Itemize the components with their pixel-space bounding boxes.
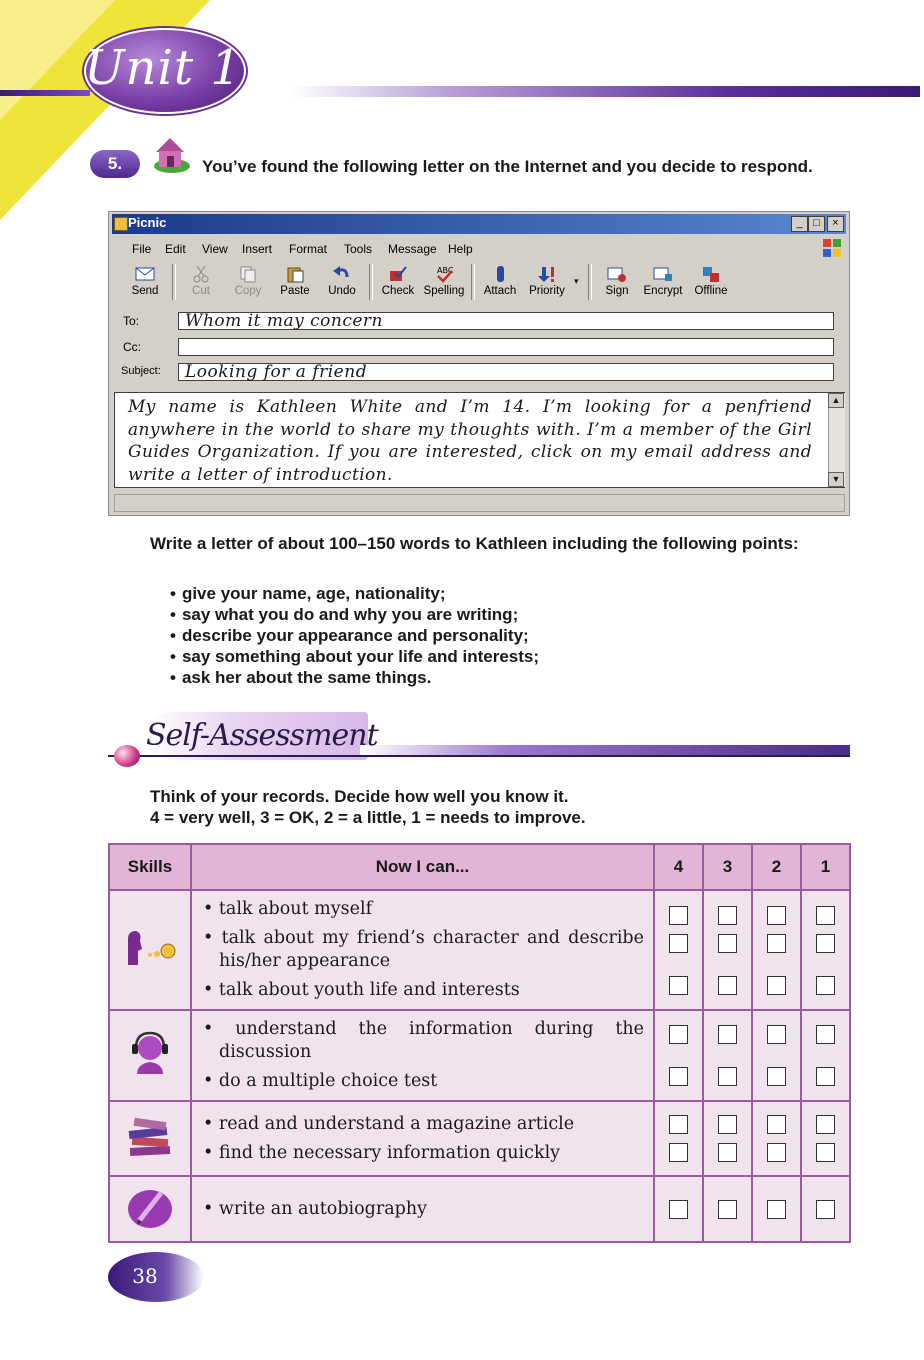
skill-list xyxy=(193,1018,652,1093)
rating-cell xyxy=(752,1176,801,1242)
unit-title: Unit 1 xyxy=(84,40,242,96)
rating-cell xyxy=(703,1010,752,1101)
menu-format[interactable]: Format xyxy=(289,242,328,256)
toolbar-check-button[interactable] xyxy=(373,262,423,297)
paste-icon xyxy=(284,265,306,283)
rating-cell xyxy=(654,890,703,1010)
self-assessment-rule xyxy=(108,755,850,757)
toolbar-label: Spelling xyxy=(423,285,465,297)
rating-cell xyxy=(801,1176,850,1242)
rating-checkbox[interactable] xyxy=(669,1143,688,1162)
skill-items-cell xyxy=(191,1010,654,1101)
rating-checkbox[interactable] xyxy=(718,934,737,953)
skill-icon-cell xyxy=(109,1176,191,1242)
toolbar-label: Offline xyxy=(694,285,728,297)
page-number: 38 xyxy=(132,1264,158,1288)
rating-checkbox[interactable] xyxy=(816,1143,835,1162)
scroll-down-icon[interactable]: ▼ xyxy=(828,472,844,487)
rating-checkbox[interactable] xyxy=(767,906,786,925)
skill-item: • talk about myself xyxy=(201,898,644,921)
toolbar-encrypt-button[interactable] xyxy=(638,262,688,297)
table-row xyxy=(109,1176,850,1242)
rating-cell xyxy=(801,1101,850,1176)
toolbar-label: Check xyxy=(381,285,415,297)
menu-edit[interactable]: Edit xyxy=(165,242,186,256)
rating-checkbox[interactable] xyxy=(816,1025,835,1044)
toolbar-priority-button[interactable] xyxy=(522,262,572,297)
rating-cell xyxy=(801,1010,850,1101)
toolbar-attach-button[interactable] xyxy=(475,262,525,297)
check-icon xyxy=(387,265,409,283)
rating-checkbox[interactable] xyxy=(767,976,786,995)
rating-cell xyxy=(654,1101,703,1176)
rating-checkbox[interactable] xyxy=(718,1143,737,1162)
toolbar-spelling-button[interactable] xyxy=(419,262,469,297)
skill-item: • write an autobiography xyxy=(201,1198,644,1221)
toolbar-offline-button[interactable] xyxy=(686,262,736,297)
skill-item: • find the necessary information quickly xyxy=(201,1142,644,1165)
writing-instructions: Write a letter of about 100–150 words to Kathleen including the following points: xyxy=(150,534,799,553)
writing-icon xyxy=(125,1183,175,1231)
rating-checkbox[interactable] xyxy=(669,1200,688,1219)
rating-cell xyxy=(703,1101,752,1176)
rating-checkbox[interactable] xyxy=(816,1115,835,1134)
listening-icon xyxy=(127,1030,173,1076)
menu-help[interactable]: Help xyxy=(448,242,473,256)
rating-checkbox[interactable] xyxy=(816,934,835,953)
rating-checkbox[interactable] xyxy=(816,906,835,925)
task-number: 5. xyxy=(90,150,140,178)
skill-list xyxy=(193,1113,652,1165)
toolbar-send-button[interactable] xyxy=(120,262,170,297)
menu-view[interactable]: View xyxy=(202,242,228,256)
minimize-button[interactable]: _ xyxy=(791,216,808,232)
skill-list xyxy=(193,1198,652,1221)
list-item: • describe your appearance and personality; xyxy=(170,625,770,646)
toolbar-label: Priority xyxy=(529,285,565,297)
rating-cell xyxy=(654,1176,703,1242)
toolbar-label: Encrypt xyxy=(643,285,683,297)
skill-item: • do a multiple choice test xyxy=(201,1070,644,1093)
rating-checkbox[interactable] xyxy=(816,1067,835,1086)
to-label: To: xyxy=(123,314,140,328)
rating-cell xyxy=(703,1176,752,1242)
send-icon xyxy=(134,265,156,283)
rating-checkbox[interactable] xyxy=(718,1067,737,1086)
table-row xyxy=(109,890,850,1010)
attach-icon xyxy=(489,265,511,283)
maximize-button[interactable]: □ xyxy=(808,216,825,232)
points-list xyxy=(170,583,770,688)
column-header: 2 xyxy=(752,844,801,890)
toolbar-sign-button[interactable] xyxy=(592,262,642,297)
column-header: Skills xyxy=(109,844,191,890)
column-header: 4 xyxy=(654,844,703,890)
rating-checkbox[interactable] xyxy=(669,976,688,995)
skill-items-cell xyxy=(191,1101,654,1176)
toolbar-label: Copy xyxy=(234,285,262,297)
rating-checkbox[interactable] xyxy=(669,1115,688,1134)
skill-item: • talk about youth life and interests xyxy=(201,979,644,1002)
rating-checkbox[interactable] xyxy=(669,1067,688,1086)
encrypt-icon xyxy=(652,265,674,283)
status-bar xyxy=(114,494,845,512)
rating-checkbox[interactable] xyxy=(669,1025,688,1044)
rating-cell xyxy=(703,890,752,1010)
table-row xyxy=(109,1101,850,1176)
rating-checkbox[interactable] xyxy=(767,1025,786,1044)
column-header: Now I can... xyxy=(191,844,654,890)
speaking-icon xyxy=(122,925,178,971)
toolbar-cut-button[interactable] xyxy=(176,262,226,297)
rating-checkbox[interactable] xyxy=(669,934,688,953)
message-text: My name is Kathleen White and I’m 14. I’m looking for a penfriend anywhere in the world to share my thoughts with. I’m a member of the Girl Guides Organization. If you are interested, click on my email address and write a letter of introduction. xyxy=(128,397,812,485)
windows-logo-icon xyxy=(822,238,842,258)
menu-message[interactable]: Message xyxy=(388,242,437,256)
window-titlebar xyxy=(112,214,846,234)
rating-checkbox[interactable] xyxy=(718,906,737,925)
priority-icon xyxy=(536,265,558,283)
rating-checkbox[interactable] xyxy=(669,906,688,925)
instructions-line: Think of your records. Decide how well you know it. xyxy=(150,787,569,806)
scroll-up-icon[interactable]: ▲ xyxy=(828,393,844,408)
menu-insert[interactable]: Insert xyxy=(242,242,273,256)
priority-dropdown-icon[interactable]: ▾ xyxy=(574,276,579,286)
header-bar xyxy=(290,86,920,97)
cc-field[interactable] xyxy=(178,338,834,356)
rating-cell xyxy=(752,890,801,1010)
rating-checkbox[interactable] xyxy=(767,1200,786,1219)
self-assessment-instructions xyxy=(150,786,850,828)
rating-checkbox[interactable] xyxy=(816,1200,835,1219)
skill-items-cell xyxy=(191,890,654,1010)
toolbar-label: Send xyxy=(131,285,159,297)
rating-checkbox[interactable] xyxy=(767,1115,786,1134)
toolbar-label: Sign xyxy=(605,285,629,297)
skill-item: • talk about my friend’s character and describe his/her appearance xyxy=(201,927,644,973)
table-header-row xyxy=(109,844,850,890)
table-row xyxy=(109,1010,850,1101)
spelling-icon xyxy=(433,265,455,283)
menu-file[interactable]: File xyxy=(132,242,152,256)
skill-item: • understand the information during the discussion xyxy=(201,1018,644,1064)
skills-table xyxy=(108,843,851,1243)
rating-cell xyxy=(752,1010,801,1101)
subject-label: Subject: xyxy=(121,365,161,377)
skill-items-cell xyxy=(191,1176,654,1242)
reading-icon xyxy=(124,1113,176,1159)
pearl-icon xyxy=(114,745,140,767)
rating-cell xyxy=(654,1010,703,1101)
task-intro: You’ve found the following letter on the Internet and you decide to respond. xyxy=(202,157,813,176)
cc-label: Cc: xyxy=(123,340,141,354)
list-item: • say what you do and why you are writing; xyxy=(170,604,770,625)
cut-icon xyxy=(190,265,212,283)
rating-checkbox[interactable] xyxy=(767,934,786,953)
mail-app-icon xyxy=(114,217,128,231)
toolbar-paste-button[interactable] xyxy=(270,262,320,297)
rating-checkbox[interactable] xyxy=(767,1067,786,1086)
skill-icon-cell xyxy=(109,1101,191,1176)
rating-cell xyxy=(801,890,850,1010)
rating-checkbox[interactable] xyxy=(718,976,737,995)
undo-icon xyxy=(331,265,353,283)
skill-icon-cell xyxy=(109,1010,191,1101)
rating-checkbox[interactable] xyxy=(767,1143,786,1162)
column-header: 3 xyxy=(703,844,752,890)
toolbar-label: Attach xyxy=(483,285,517,297)
menu-tools[interactable]: Tools xyxy=(344,242,373,256)
list-item: • ask her about the same things. xyxy=(170,667,770,688)
list-item: • give your name, age, nationality; xyxy=(170,583,770,604)
toolbar-label: Paste xyxy=(280,285,310,297)
rating-cell xyxy=(752,1101,801,1176)
column-header: 1 xyxy=(801,844,850,890)
skill-item: • read and understand a magazine article xyxy=(201,1113,644,1136)
rating-checkbox[interactable] xyxy=(718,1025,737,1044)
window-title: Picnic xyxy=(128,215,167,230)
toolbar-label: Cut xyxy=(192,285,210,297)
offline-icon xyxy=(700,265,722,283)
toolbar-copy-button[interactable] xyxy=(223,262,273,297)
list-item: • say something about your life and interests; xyxy=(170,646,770,667)
header-bar-left xyxy=(0,90,90,96)
toolbar-undo-button[interactable] xyxy=(317,262,367,297)
rating-scale: 4 = very well, 3 = OK, 2 = a little, 1 = needs to improve. xyxy=(150,808,586,827)
copy-icon xyxy=(237,265,259,283)
rating-checkbox[interactable] xyxy=(816,976,835,995)
toolbar-label: Undo xyxy=(328,285,356,297)
rating-checkbox[interactable] xyxy=(718,1115,737,1134)
sign-icon xyxy=(606,265,628,283)
close-button[interactable]: × xyxy=(827,216,844,232)
self-assessment-title: Self-Assessment xyxy=(146,718,378,753)
to-field[interactable]: Whom it may concern xyxy=(178,312,834,330)
skill-icon-cell xyxy=(109,890,191,1010)
rating-checkbox[interactable] xyxy=(718,1200,737,1219)
subject-field[interactable]: Looking for a friend xyxy=(178,363,834,381)
skill-list xyxy=(193,898,652,1002)
svg-text:ABC: ABC xyxy=(437,266,454,275)
